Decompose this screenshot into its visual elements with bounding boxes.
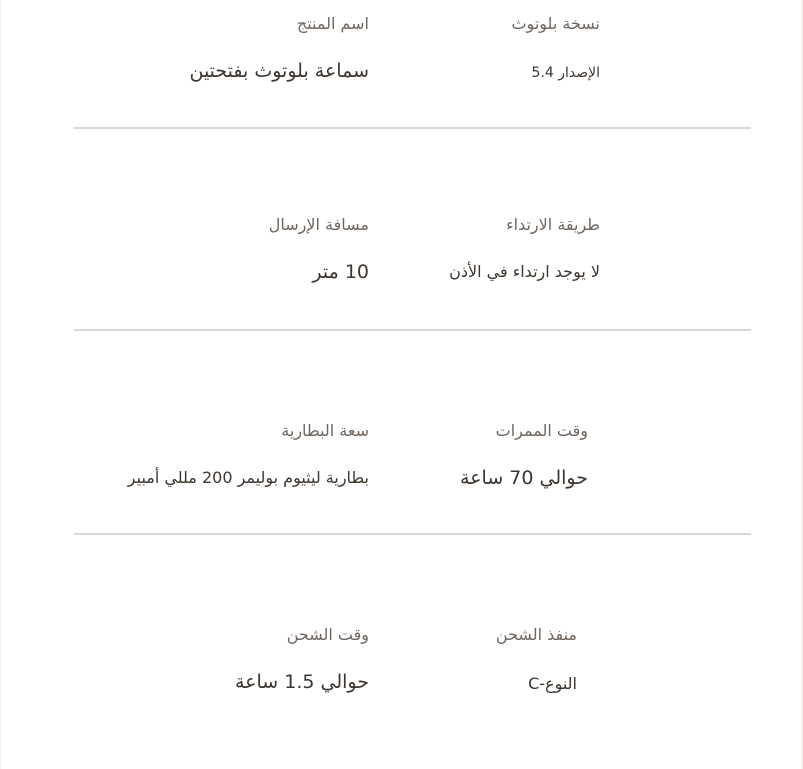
spec-value: حوالي 70 ساعة bbox=[460, 467, 588, 489]
spec-charging-time bbox=[109, 624, 369, 714]
spec-label: نسخة بلوتوث bbox=[511, 14, 600, 33]
spec-row-3 bbox=[74, 420, 751, 510]
spec-label: مسافة الإرسال bbox=[268, 215, 369, 234]
spec-bluetooth-version bbox=[340, 13, 600, 103]
row-divider bbox=[74, 127, 751, 129]
spec-label: منفذ الشحن bbox=[495, 625, 577, 644]
spec-label: سعة البطارية bbox=[281, 421, 369, 440]
row-divider bbox=[74, 533, 751, 535]
spec-label: وقت الممرات bbox=[495, 421, 588, 440]
spec-row-4 bbox=[74, 624, 751, 714]
spec-row-2 bbox=[74, 214, 751, 304]
spec-row-1 bbox=[74, 13, 751, 103]
spec-value: سماعة بلوتوث بفتحتين bbox=[189, 60, 369, 82]
spec-value: بطارية ليثيوم بوليمر 200 مللي أمبير bbox=[127, 468, 369, 487]
spec-label: طريقة الارتداء bbox=[506, 215, 600, 234]
spec-transmission-distance bbox=[109, 214, 369, 304]
panel-left-edge bbox=[0, 0, 1, 769]
spec-value: لا يوجد ارتداء في الأذن bbox=[449, 262, 600, 281]
spec-battery-capacity bbox=[109, 420, 369, 510]
spec-label: وقت الشحن bbox=[286, 625, 369, 644]
spec-label: اسم المنتج bbox=[296, 14, 369, 33]
spec-value: 10 متر bbox=[312, 261, 369, 283]
row-divider bbox=[74, 329, 751, 331]
spec-value: الإصدار 5.4 bbox=[531, 65, 600, 81]
spec-value: النوع-C bbox=[528, 674, 577, 693]
spec-wearing-style bbox=[340, 214, 600, 304]
spec-product-name bbox=[109, 13, 369, 103]
spec-value: حوالي 1.5 ساعة bbox=[234, 671, 369, 693]
